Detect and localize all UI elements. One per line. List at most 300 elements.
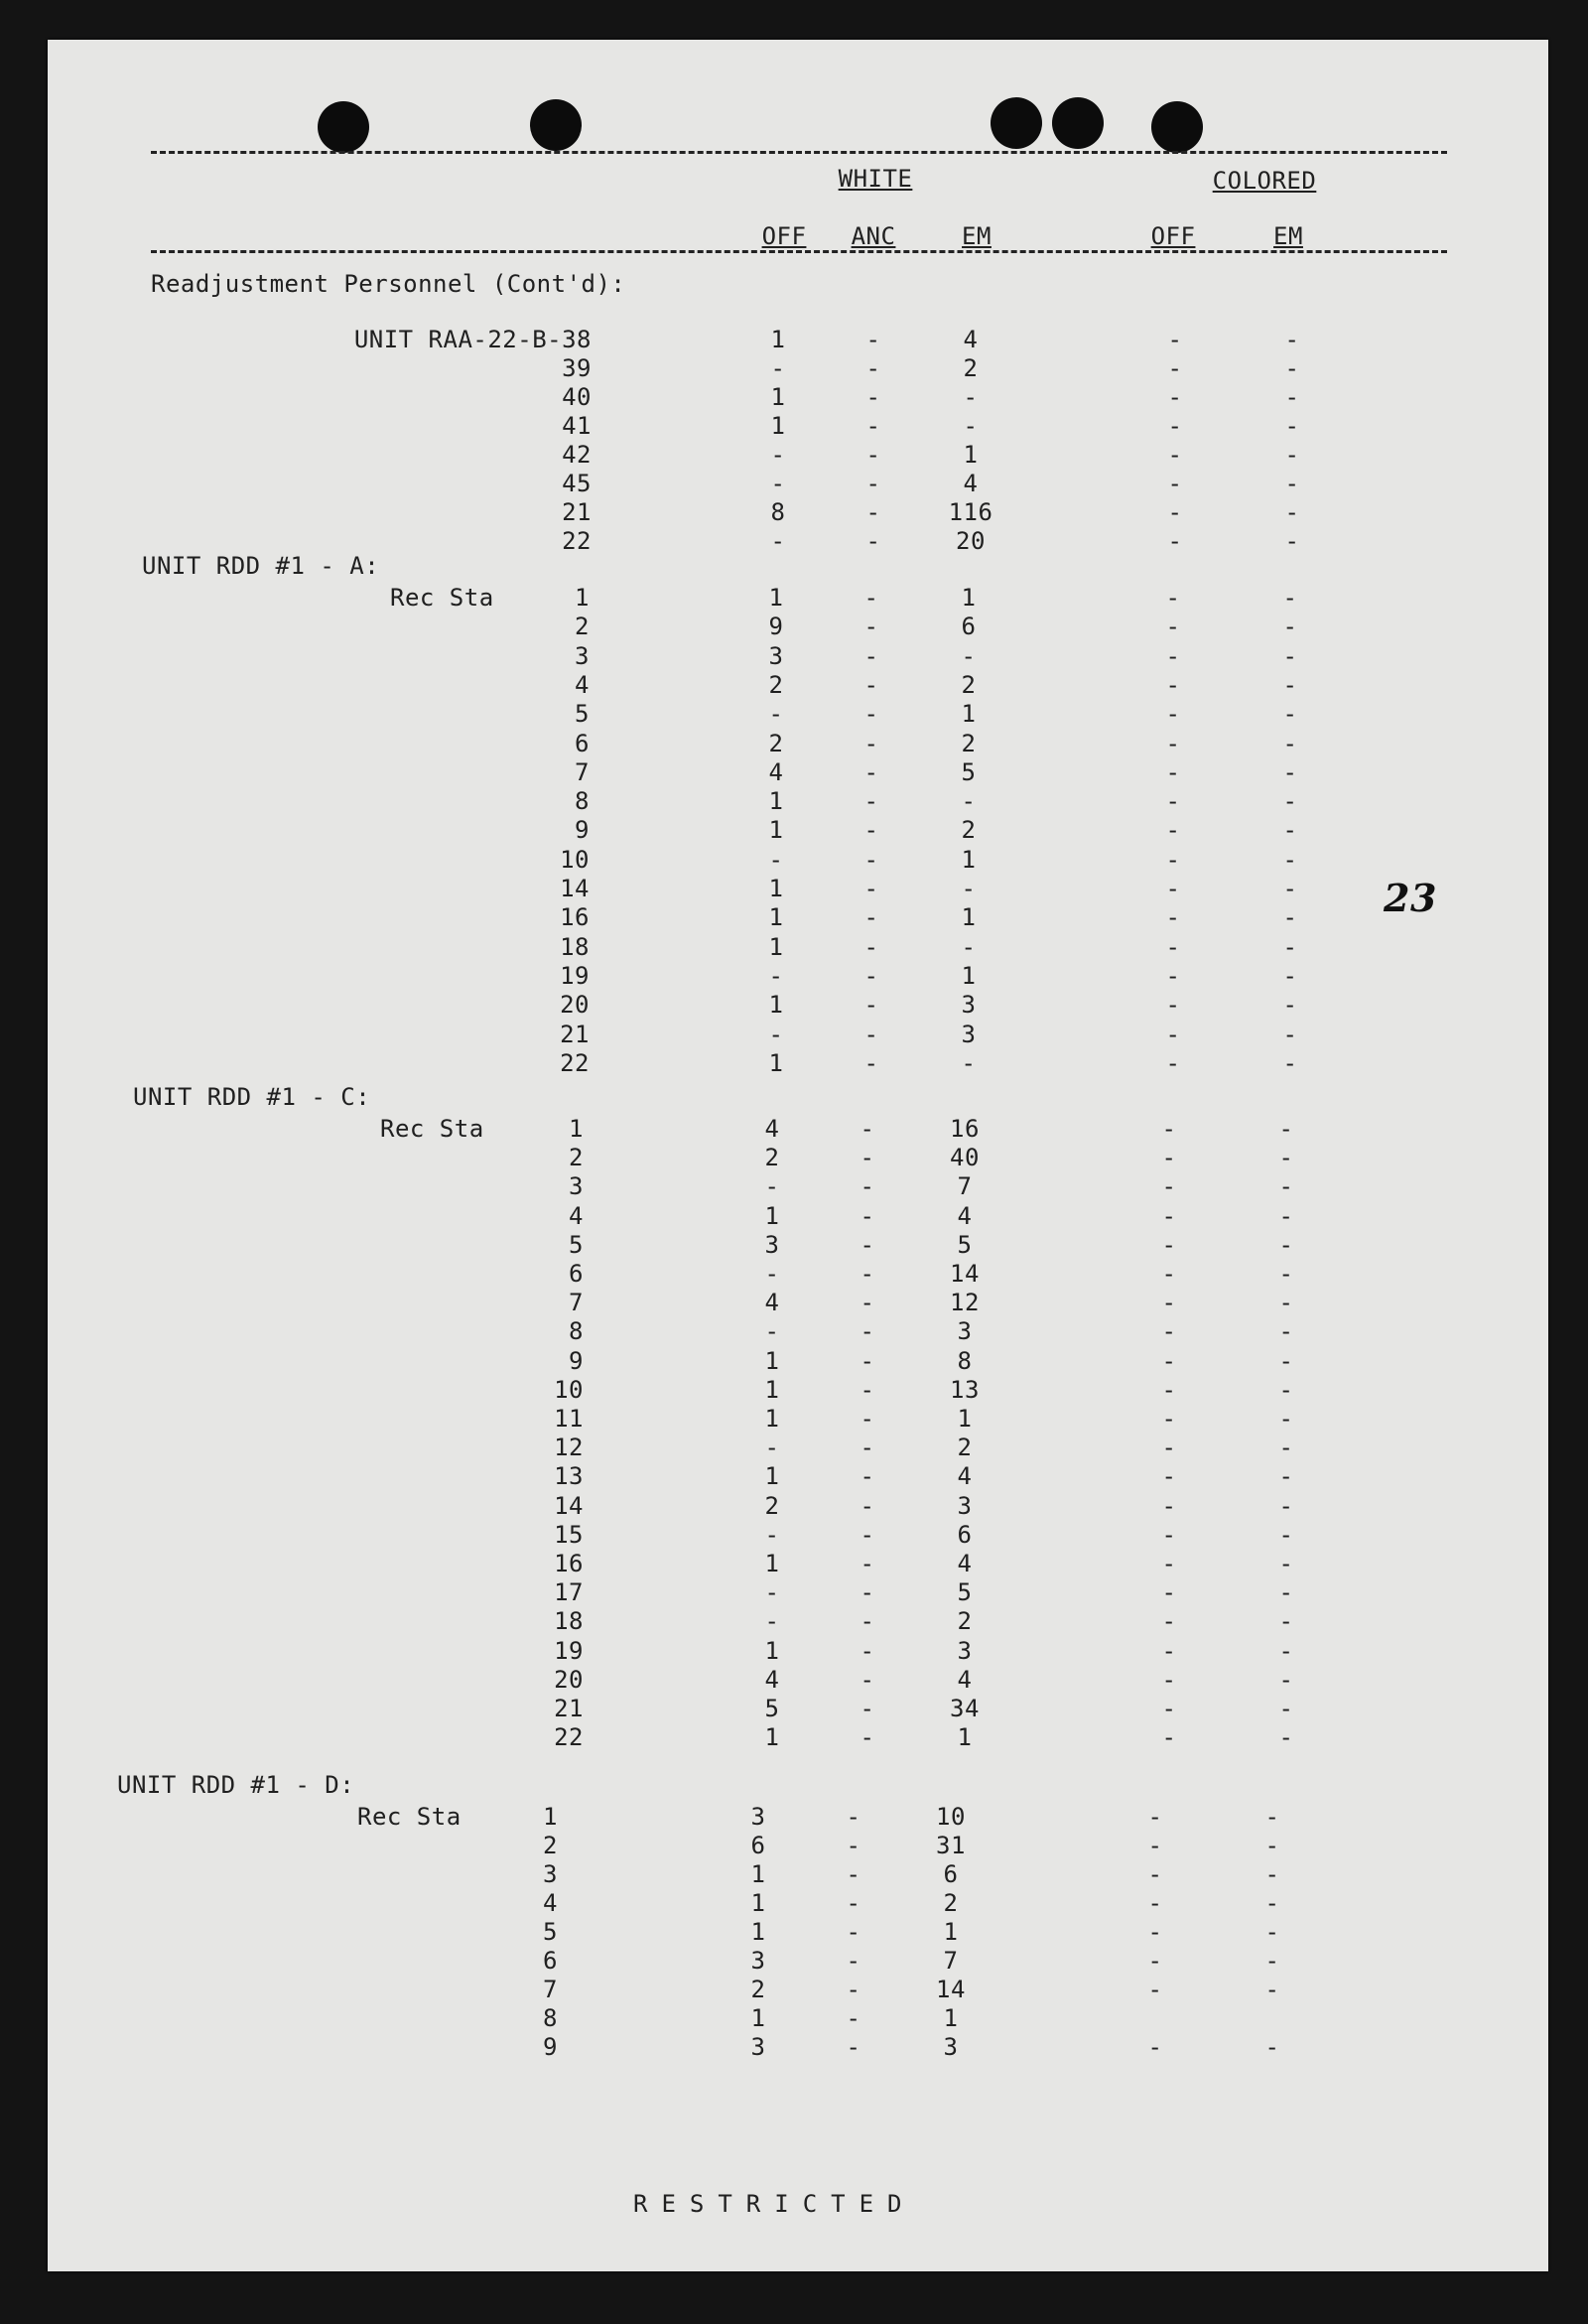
cell-white-off: 1 — [764, 1550, 780, 1577]
cell-colored-em: - — [1278, 1376, 1294, 1404]
row-number: 41 — [562, 412, 592, 440]
cell-white-em: 4 — [957, 1550, 973, 1577]
cell-colored-off: - — [1161, 1202, 1177, 1230]
cell-white-em: 14 — [936, 1976, 966, 2003]
rec-sta-label: Rec Sta — [357, 1803, 462, 1831]
cell-colored-em: - — [1278, 1115, 1294, 1143]
cell-white-em: - — [963, 412, 979, 440]
cell-white-anc: - — [860, 1550, 875, 1577]
cell-white-off: - — [768, 846, 784, 874]
cell-colored-off: - — [1165, 991, 1181, 1019]
row-number: 7 — [543, 1976, 558, 2003]
cell-colored-em: - — [1282, 991, 1298, 1019]
cell-white-off: - — [770, 354, 786, 382]
cell-white-off: 1 — [768, 875, 784, 902]
rec-sta-label: Rec Sta — [390, 584, 494, 612]
cell-white-anc: - — [863, 730, 879, 757]
cell-white-off: - — [764, 1317, 780, 1345]
cell-white-em: 3 — [957, 1317, 973, 1345]
punch-hole-icon — [1151, 101, 1203, 153]
cell-colored-off: - — [1165, 816, 1181, 844]
punch-hole-icon — [530, 99, 582, 151]
cell-white-off: - — [764, 1260, 780, 1288]
cell-white-off: 3 — [750, 1803, 766, 1831]
row-number: 5 — [543, 1918, 558, 1946]
cell-white-anc: - — [860, 1492, 875, 1520]
cell-white-off: 1 — [750, 1918, 766, 1946]
cell-white-em: 3 — [961, 1021, 977, 1048]
cell-white-em: 14 — [950, 1260, 980, 1288]
row-number: 2 — [569, 1144, 584, 1171]
cell-colored-off: - — [1161, 1260, 1177, 1288]
cell-white-off: 8 — [770, 498, 786, 526]
row-number: 45 — [562, 470, 592, 497]
cell-colored-em: - — [1264, 1832, 1280, 1859]
cell-colored-off: - — [1165, 787, 1181, 815]
cell-white-anc: - — [863, 816, 879, 844]
row-number: 2 — [575, 613, 590, 640]
cell-white-off: 1 — [770, 412, 786, 440]
cell-white-off: - — [770, 441, 786, 469]
row-number: 5 — [575, 700, 590, 728]
cell-white-off: 4 — [764, 1289, 780, 1316]
cell-white-anc: - — [863, 962, 879, 990]
cell-white-anc: - — [860, 1144, 875, 1171]
cell-white-off: 6 — [750, 1832, 766, 1859]
cell-colored-em: - — [1282, 933, 1298, 961]
cell-colored-em: - — [1282, 875, 1298, 902]
cell-colored-off: - — [1161, 1521, 1177, 1549]
cell-white-off: 1 — [768, 1049, 784, 1077]
cell-colored-em: - — [1282, 613, 1298, 640]
section-title: Readjustment Personnel (Cont'd): — [151, 270, 626, 298]
row-number: 6 — [569, 1260, 584, 1288]
cell-white-em: 1 — [957, 1405, 973, 1433]
cell-white-anc: - — [865, 354, 881, 382]
cell-white-anc: - — [860, 1723, 875, 1751]
cell-colored-off: - — [1167, 412, 1183, 440]
cell-colored-off: - — [1167, 470, 1183, 497]
row-number: 3 — [575, 642, 590, 670]
row-number: 3 — [543, 1860, 558, 1888]
cell-white-anc: - — [865, 441, 881, 469]
row-number: 18 — [560, 933, 590, 961]
cell-white-em: 6 — [943, 1860, 959, 1888]
row-number: 4 — [575, 671, 590, 699]
cell-colored-em: - — [1264, 1918, 1280, 1946]
cell-white-em: 34 — [950, 1695, 980, 1722]
cell-white-anc: - — [860, 1172, 875, 1200]
cell-white-off: 3 — [750, 1947, 766, 1975]
cell-white-em: 1 — [961, 846, 977, 874]
cell-white-anc: - — [863, 642, 879, 670]
cell-white-anc: - — [860, 1260, 875, 1288]
cell-colored-em: - — [1284, 354, 1300, 382]
cell-colored-em: - — [1278, 1550, 1294, 1577]
cell-colored-em: - — [1278, 1607, 1294, 1635]
row-number: 14 — [554, 1492, 584, 1520]
cell-white-em: 12 — [950, 1289, 980, 1316]
row-number: 21 — [562, 498, 592, 526]
cell-white-off: 1 — [768, 787, 784, 815]
rec-sta-label: Rec Sta — [380, 1115, 484, 1143]
row-number: 11 — [554, 1405, 584, 1433]
cell-white-em: - — [961, 642, 977, 670]
cell-white-anc: - — [860, 1231, 875, 1259]
cell-white-off: 1 — [764, 1405, 780, 1433]
page-number: 23 — [1384, 876, 1437, 920]
cell-colored-em: - — [1278, 1317, 1294, 1345]
cell-colored-em: - — [1282, 962, 1298, 990]
row-number: 6 — [543, 1947, 558, 1975]
cell-white-off: 3 — [750, 2033, 766, 2061]
cell-colored-off: - — [1161, 1172, 1177, 1200]
cell-white-off: 2 — [768, 671, 784, 699]
cell-white-em: - — [961, 1049, 977, 1077]
row-number: UNIT RAA-22-B-38 — [353, 326, 592, 353]
cell-colored-em: - — [1282, 903, 1298, 931]
cell-white-off: - — [770, 470, 786, 497]
row-number: 19 — [560, 962, 590, 990]
cell-white-em: 13 — [950, 1376, 980, 1404]
cell-colored-off: - — [1161, 1695, 1177, 1722]
cell-colored-em: - — [1282, 700, 1298, 728]
cell-colored-off: - — [1161, 1231, 1177, 1259]
row-number: 16 — [560, 903, 590, 931]
cell-white-em: 40 — [950, 1144, 980, 1171]
cell-white-off: - — [768, 962, 784, 990]
cell-colored-em: - — [1264, 1976, 1280, 2003]
punch-hole-icon — [318, 101, 369, 153]
header-white: WHITE — [838, 165, 913, 193]
row-number: 1 — [543, 1803, 558, 1831]
cell-colored-off: - — [1165, 933, 1181, 961]
cell-colored-off: - — [1161, 1637, 1177, 1665]
cell-white-em: 20 — [956, 527, 986, 555]
cell-colored-em: - — [1282, 730, 1298, 757]
cell-white-anc: - — [860, 1637, 875, 1665]
cell-white-anc: - — [846, 1860, 861, 1888]
row-number: 4 — [569, 1202, 584, 1230]
cell-colored-em: - — [1278, 1578, 1294, 1606]
row-number: 21 — [554, 1695, 584, 1722]
cell-white-anc: - — [863, 1049, 879, 1077]
cell-white-em: 5 — [957, 1578, 973, 1606]
cell-colored-em: - — [1278, 1405, 1294, 1433]
row-number: 40 — [562, 383, 592, 411]
cell-colored-off: - — [1161, 1115, 1177, 1143]
cell-colored-off: - — [1165, 875, 1181, 902]
cell-white-off: 1 — [768, 933, 784, 961]
row-number: 10 — [554, 1376, 584, 1404]
cell-white-em: 1 — [961, 903, 977, 931]
cell-white-anc: - — [865, 527, 881, 555]
cell-colored-em: - — [1284, 498, 1300, 526]
row-number: 3 — [569, 1172, 584, 1200]
cell-white-em: 2 — [957, 1607, 973, 1635]
cell-white-anc: - — [860, 1317, 875, 1345]
cell-colored-off: - — [1161, 1317, 1177, 1345]
cell-colored-em: - — [1278, 1492, 1294, 1520]
cell-colored-em: - — [1278, 1666, 1294, 1694]
cell-white-anc: - — [865, 412, 881, 440]
cell-white-em: 2 — [961, 730, 977, 757]
row-number: 18 — [554, 1607, 584, 1635]
cell-white-anc: - — [863, 787, 879, 815]
cell-colored-em: - — [1282, 1049, 1298, 1077]
cell-white-off: 4 — [764, 1666, 780, 1694]
header-anc: ANC — [851, 222, 896, 250]
cell-colored-em: - — [1282, 671, 1298, 699]
header-rule-bottom — [151, 250, 1447, 253]
cell-colored-off: - — [1167, 527, 1183, 555]
cell-white-off: 1 — [768, 903, 784, 931]
cell-white-anc: - — [846, 1918, 861, 1946]
cell-white-anc: - — [846, 1976, 861, 2003]
cell-white-anc: - — [860, 1521, 875, 1549]
row-number: 17 — [554, 1578, 584, 1606]
punch-hole-icon — [991, 97, 1042, 149]
cell-white-anc: - — [865, 326, 881, 353]
cell-colored-em: - — [1278, 1434, 1294, 1461]
cell-white-em: 4 — [957, 1462, 973, 1490]
cell-white-off: 1 — [750, 1889, 766, 1917]
cell-white-off: 3 — [768, 642, 784, 670]
cell-colored-off: - — [1165, 730, 1181, 757]
cell-white-anc: - — [846, 1947, 861, 1975]
cell-white-em: 4 — [957, 1666, 973, 1694]
row-number: 22 — [560, 1049, 590, 1077]
cell-colored-off: - — [1167, 441, 1183, 469]
cell-colored-off: - — [1161, 1376, 1177, 1404]
row-number: 9 — [575, 816, 590, 844]
cell-white-em: - — [961, 875, 977, 902]
cell-white-off: - — [764, 1607, 780, 1635]
cell-colored-off: - — [1165, 584, 1181, 612]
cell-white-anc: - — [863, 613, 879, 640]
cell-colored-off: - — [1165, 1049, 1181, 1077]
cell-white-off: 1 — [768, 584, 784, 612]
cell-white-anc: - — [860, 1376, 875, 1404]
cell-colored-em: - — [1284, 441, 1300, 469]
cell-white-em: 2 — [957, 1434, 973, 1461]
cell-colored-off: - — [1165, 903, 1181, 931]
cell-white-anc: - — [863, 846, 879, 874]
cell-white-anc: - — [865, 470, 881, 497]
row-number: 9 — [569, 1347, 584, 1375]
row-number: 21 — [560, 1021, 590, 1048]
cell-white-anc: - — [863, 758, 879, 786]
cell-colored-em: - — [1278, 1462, 1294, 1490]
cell-white-em: 1 — [963, 441, 979, 469]
cell-colored-off: - — [1161, 1723, 1177, 1751]
row-number: 4 — [543, 1889, 558, 1917]
row-number: 14 — [560, 875, 590, 902]
row-number: 1 — [569, 1115, 584, 1143]
cell-colored-em: - — [1282, 584, 1298, 612]
cell-colored-em: - — [1278, 1231, 1294, 1259]
cell-white-em: 2 — [961, 816, 977, 844]
cell-colored-em: - — [1282, 787, 1298, 815]
cell-white-anc: - — [865, 383, 881, 411]
cell-white-off: 5 — [764, 1695, 780, 1722]
cell-colored-off: - — [1147, 1947, 1163, 1975]
cell-white-off: 1 — [764, 1462, 780, 1490]
cell-white-em: 1 — [961, 584, 977, 612]
cell-white-anc: - — [863, 991, 879, 1019]
cell-white-off: 9 — [768, 613, 784, 640]
cell-colored-off: - — [1167, 326, 1183, 353]
cell-white-off: 1 — [750, 2004, 766, 2032]
cell-white-em: 2 — [961, 671, 977, 699]
unit-title: UNIT RDD #1 - A: — [142, 552, 380, 580]
cell-white-anc: - — [860, 1405, 875, 1433]
row-number: 42 — [562, 441, 592, 469]
cell-colored-em: - — [1282, 846, 1298, 874]
cell-white-em: 116 — [948, 498, 993, 526]
cell-white-em: 3 — [957, 1637, 973, 1665]
cell-white-em: 4 — [957, 1202, 973, 1230]
row-number: 22 — [562, 527, 592, 555]
cell-white-off: 4 — [768, 758, 784, 786]
row-number: 16 — [554, 1550, 584, 1577]
cell-colored-off: - — [1161, 1434, 1177, 1461]
cell-white-em: 6 — [961, 613, 977, 640]
punch-hole-icon — [1052, 97, 1104, 149]
cell-colored-em: - — [1282, 1021, 1298, 1048]
cell-colored-off: - — [1147, 1918, 1163, 1946]
row-number: 19 — [554, 1637, 584, 1665]
cell-white-em: 1 — [961, 962, 977, 990]
cell-white-off: 1 — [764, 1723, 780, 1751]
cell-white-anc: - — [863, 933, 879, 961]
row-number: 12 — [554, 1434, 584, 1461]
cell-white-off: 1 — [764, 1202, 780, 1230]
cell-colored-off: - — [1165, 846, 1181, 874]
cell-white-em: 10 — [936, 1803, 966, 1831]
cell-colored-off: - — [1165, 962, 1181, 990]
cell-white-off: 1 — [768, 816, 784, 844]
cell-white-anc: - — [860, 1434, 875, 1461]
cell-white-anc: - — [846, 1803, 861, 1831]
cell-colored-em: - — [1278, 1695, 1294, 1722]
row-number: 15 — [554, 1521, 584, 1549]
cell-colored-off: - — [1161, 1462, 1177, 1490]
cell-colored-em: - — [1278, 1289, 1294, 1316]
unit-title: UNIT RDD #1 - C: — [133, 1083, 371, 1111]
cell-white-off: 2 — [750, 1976, 766, 2003]
document-page — [48, 40, 1548, 2271]
cell-colored-off: - — [1147, 1889, 1163, 1917]
cell-white-off: 1 — [770, 326, 786, 353]
cell-white-em: - — [961, 787, 977, 815]
cell-colored-off: - — [1147, 1976, 1163, 2003]
cell-colored-em: - — [1284, 383, 1300, 411]
row-number: 22 — [554, 1723, 584, 1751]
cell-white-anc: - — [860, 1347, 875, 1375]
cell-colored-em: - — [1284, 527, 1300, 555]
cell-white-anc: - — [846, 2004, 861, 2032]
cell-colored-off: - — [1167, 354, 1183, 382]
cell-white-em: 31 — [936, 1832, 966, 1859]
cell-colored-em: - — [1278, 1723, 1294, 1751]
cell-colored-off: - — [1165, 613, 1181, 640]
header-em: EM — [962, 222, 992, 250]
cell-white-em: 3 — [943, 2033, 959, 2061]
cell-colored-em: - — [1278, 1144, 1294, 1171]
cell-colored-off: - — [1167, 383, 1183, 411]
cell-white-anc: - — [860, 1607, 875, 1635]
cell-colored-off: - — [1161, 1289, 1177, 1316]
row-number: 6 — [575, 730, 590, 757]
cell-white-anc: - — [863, 875, 879, 902]
cell-white-em: 5 — [961, 758, 977, 786]
cell-colored-off: - — [1161, 1492, 1177, 1520]
row-number: 8 — [569, 1317, 584, 1345]
cell-white-off: - — [764, 1434, 780, 1461]
row-number: 20 — [560, 991, 590, 1019]
cell-white-off: 1 — [764, 1347, 780, 1375]
header-off-colored: OFF — [1150, 222, 1196, 250]
cell-white-off: - — [768, 700, 784, 728]
cell-white-em: 2 — [963, 354, 979, 382]
cell-white-anc: - — [860, 1115, 875, 1143]
cell-white-anc: - — [846, 1832, 861, 1859]
cell-white-em: 1 — [943, 1918, 959, 1946]
cell-white-anc: - — [863, 671, 879, 699]
cell-white-em: 1 — [943, 2004, 959, 2032]
row-number: 20 — [554, 1666, 584, 1694]
cell-white-off: 2 — [764, 1144, 780, 1171]
cell-colored-em: - — [1284, 412, 1300, 440]
cell-white-off: - — [764, 1172, 780, 1200]
cell-white-anc: - — [860, 1202, 875, 1230]
cell-white-em: 4 — [963, 326, 979, 353]
cell-colored-em: - — [1264, 1803, 1280, 1831]
cell-white-anc: - — [865, 498, 881, 526]
cell-colored-em: - — [1278, 1637, 1294, 1665]
cell-colored-off: - — [1147, 1860, 1163, 1888]
cell-white-em: 1 — [957, 1723, 973, 1751]
cell-white-off: 1 — [770, 383, 786, 411]
row-number: 1 — [575, 584, 590, 612]
cell-white-em: 7 — [957, 1172, 973, 1200]
cell-colored-off: - — [1165, 671, 1181, 699]
row-number: 10 — [560, 846, 590, 874]
cell-colored-em: - — [1282, 758, 1298, 786]
cell-white-em: 16 — [950, 1115, 980, 1143]
cell-white-off: 4 — [764, 1115, 780, 1143]
cell-white-anc: - — [860, 1289, 875, 1316]
cell-white-off: 1 — [764, 1637, 780, 1665]
cell-colored-off: - — [1165, 758, 1181, 786]
cell-colored-off: - — [1161, 1578, 1177, 1606]
cell-white-anc: - — [860, 1578, 875, 1606]
header-em-colored: EM — [1273, 222, 1303, 250]
cell-white-off: - — [764, 1521, 780, 1549]
cell-colored-off: - — [1161, 1144, 1177, 1171]
cell-white-off: - — [768, 1021, 784, 1048]
row-number: 2 — [543, 1832, 558, 1859]
cell-colored-em: - — [1278, 1521, 1294, 1549]
cell-white-em: 6 — [957, 1521, 973, 1549]
cell-white-em: - — [961, 933, 977, 961]
cell-white-anc: - — [860, 1462, 875, 1490]
footer-restricted: RESTRICTED — [633, 2190, 916, 2218]
cell-white-off: 1 — [768, 991, 784, 1019]
cell-colored-off: - — [1165, 1021, 1181, 1048]
header-colored: COLORED — [1212, 167, 1317, 195]
